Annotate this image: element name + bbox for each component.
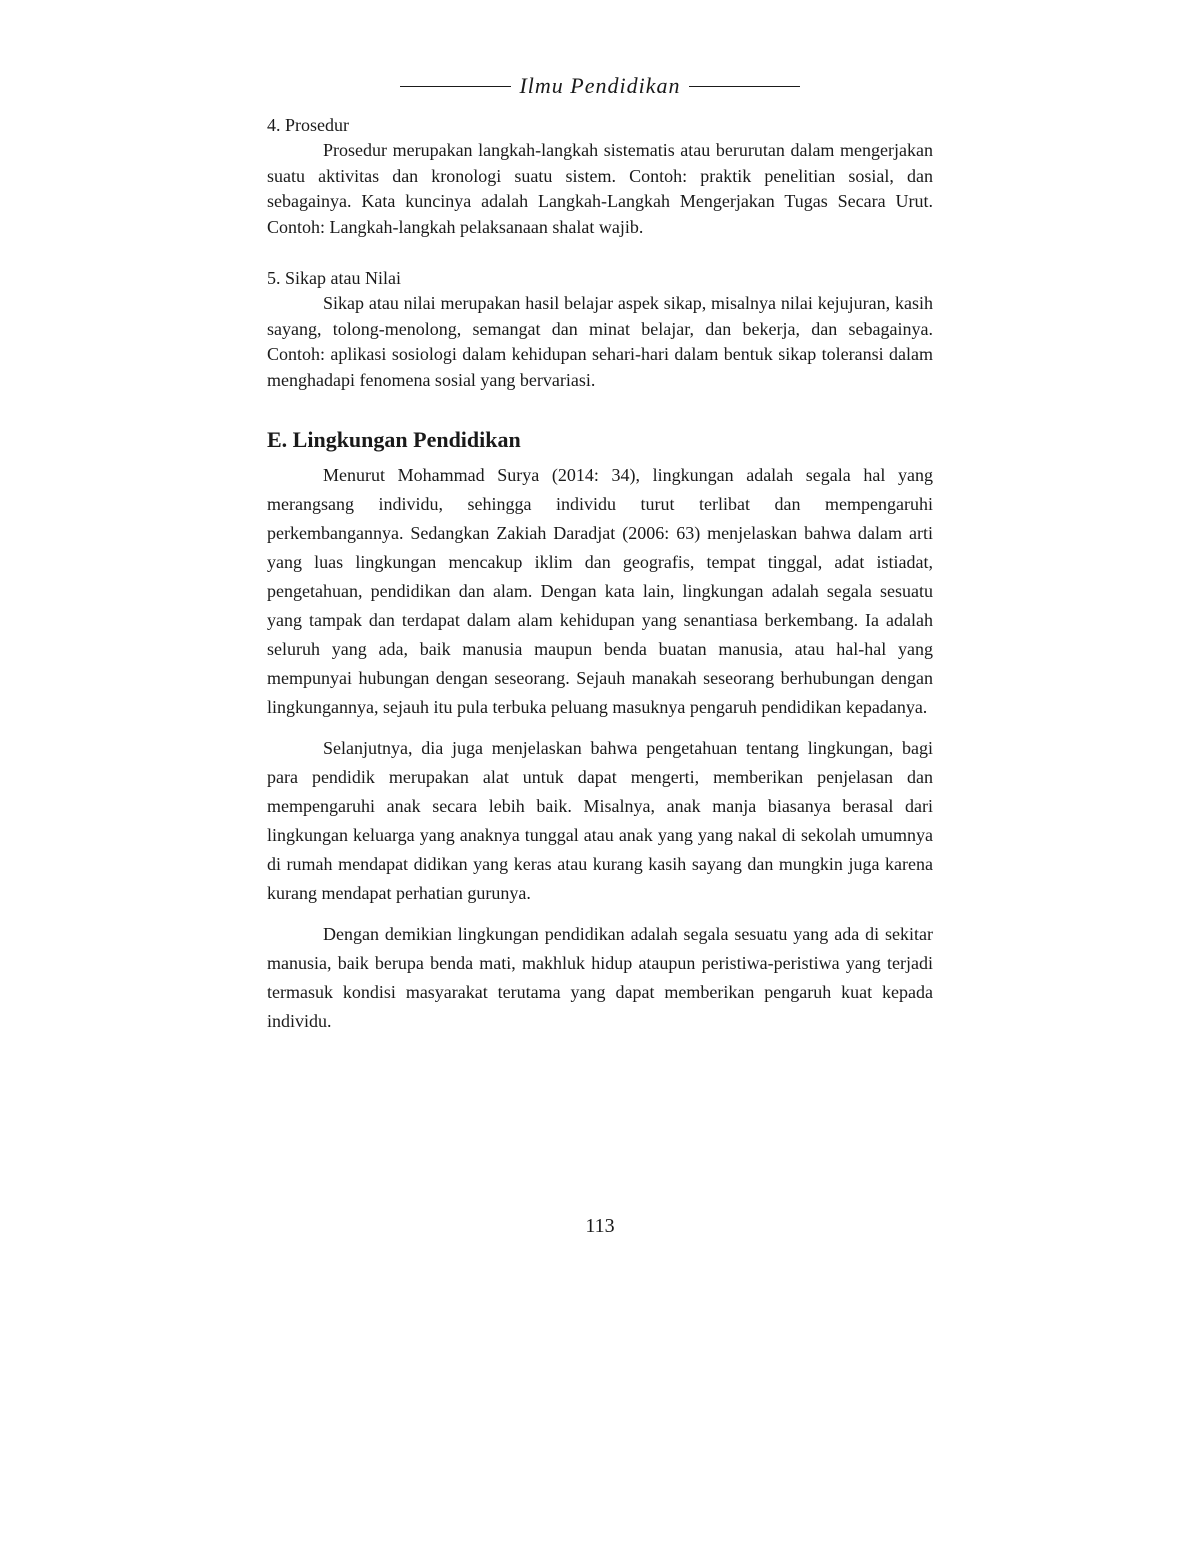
paragraph-lingkungan-1: Menurut Mohammad Surya (2014: 34), lingkungan adalah segala hal yang merangsang individu, sehingga individu turut terlibat dan mempengaruhi perkembangannya. Sedangkan Zakiah Daradjat (2006: 63) menjelaskan bahwa dalam arti yang luas lingkungan mencakup iklim dan geografis, tempat tinggal, adat istiadat, pengetahuan, pendidikan dan alam. Dengan kata lain, lingkungan adalah segala sesuatu yang tampak dan terdapat dalam alam kehidupan yang senantiasa berkembang. Ia adalah seluruh yang ada, baik manusia maupun benda buatan manusia, atau hal-hal yang mempunyai hubungan dengan seseorang. Sejauh manakah seseorang berhubungan dengan lingkungannya, sejauh itu pula terbuka peluang masuknya pengaruh pendidikan kepadanya.	[267, 465, 933, 717]
page-body	[267, 112, 933, 1036]
paragraph-lingkungan-2: Selanjutnya, dia juga menjelaskan bahwa pengetahuan tentang lingkungan, bagi para pendidik merupakan alat untuk dapat mengerti, memberikan penjelasan dan mempengaruhi anak secara lebih baik. Misalnya, anak manja biasanya berasal dari lingkungan keluarga yang anaknya tunggal atau anak yang yang nakal di sekolah umumnya di rumah mendapat didikan yang keras atau kurang kasih sayang dan mungkin juga karena kurang mendapat perhatian gurunya.	[267, 738, 933, 903]
spacer	[267, 240, 933, 265]
header-rule-left	[400, 86, 511, 87]
paragraph-sikap: Sikap atau nilai merupakan hasil belajar aspek sikap, misalnya nilai kejujuran, kasih sayang, tolong-menolong, semangat dan minat belajar, dan bekerja, dan sebagainya. Contoh: aplikasi sosiologi dalam kehidupan sehari-hari dalam bentuk sikap toleransi dalam menghadapi fenomena sosial yang bervariasi.	[267, 293, 933, 390]
running-title: Ilmu Pendidikan	[519, 73, 681, 98]
subheading-prosedur: 4. Prosedur	[267, 115, 349, 135]
page-number: 113	[585, 1215, 615, 1237]
paragraph-lingkungan-3: Dengan demikian lingkungan pendidikan adalah segala sesuatu yang ada di sekitar manusia, baik berupa benda mati, makhluk hidup ataupun peristiwa-peristiwa yang terjadi termasuk kondisi masyarakat terutama yang dapat memberikan pengaruh kuat kepada individu.	[267, 924, 933, 1031]
section-heading-lingkungan: E. Lingkungan Pendidikan	[267, 427, 521, 452]
paragraph-prosedur: Prosedur merupakan langkah-langkah sistematis atau berurutan dalam mengerjakan suatu aktivitas dan kronologi suatu sistem. Contoh: praktik penelitian sosial, dan sebagainya. Kata kuncinya adalah Langkah-Langkah Mengerjakan Tugas Secara Urut. Contoh: Langkah-langkah pelaksanaan shalat wajib.	[267, 140, 933, 237]
header-rule-right	[689, 86, 800, 87]
subheading-sikap: 5. Sikap atau Nilai	[267, 268, 401, 288]
running-header	[400, 68, 800, 104]
